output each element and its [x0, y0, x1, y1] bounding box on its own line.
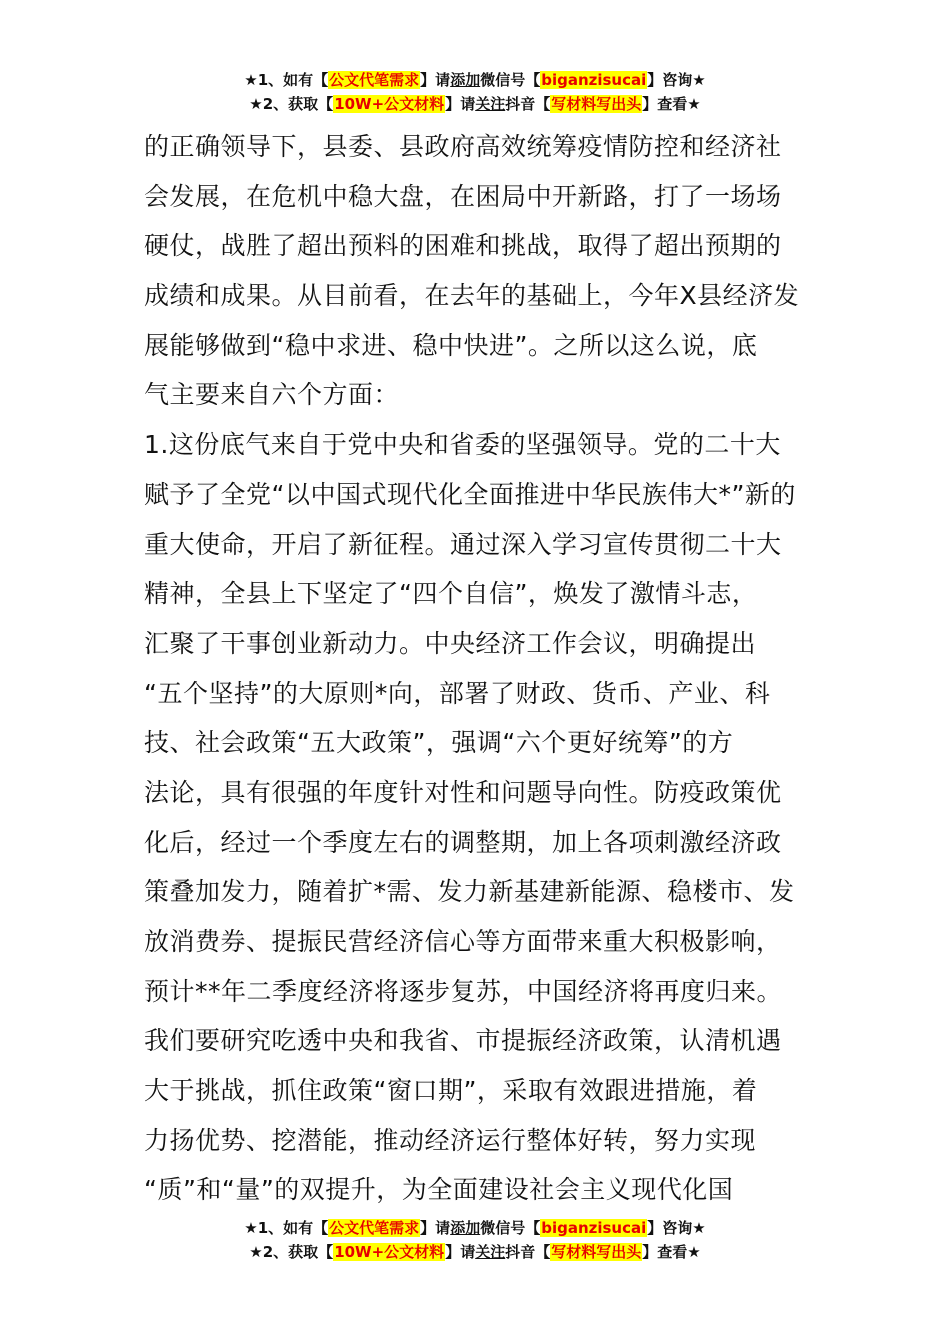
- document-body: [144, 122, 808, 1215]
- body-line: 预计**年二季度经济将逐步复苏，中国经济将再度归来。: [144, 976, 783, 1006]
- body-line: 会发展，在危机中稳大盘，在困局中开新路，打了一场场: [144, 181, 782, 211]
- body-line: 1.这份底气来自于党中央和省委的坚强领导。党的二十大: [144, 430, 781, 460]
- body-line: 气主要来自六个方面：: [144, 380, 400, 410]
- promo-suffix: 】查看★: [642, 95, 701, 113]
- promo-highlight: 公文代笔需求: [329, 71, 420, 89]
- body-line: 成绩和成果。从目前看，在去年的基础上，今年X县经济发: [144, 281, 800, 311]
- body-line: 法论，具有很强的年度针对性和问题导向性。防疫政策优: [144, 777, 782, 807]
- promo-prefix: ★2、获取【: [249, 1243, 334, 1261]
- body-line: 放消费券、提振民营经济信心等方面带来重大积极影响，: [144, 927, 782, 956]
- promo-prefix: ★1、如有【: [244, 71, 329, 89]
- promo-highlight: 写材料写出头: [551, 1243, 642, 1261]
- body-line: “五个坚持”的大原则*向，部署了财政、货币、产业、科: [144, 678, 771, 708]
- footer-promo-line-2: [0, 1240, 950, 1264]
- promo-text: 】请: [445, 1243, 476, 1261]
- promo-suffix: 】查看★: [642, 1243, 701, 1261]
- footer-promo-line-1: [0, 1216, 950, 1240]
- body-line: 技、社会政策“五大政策”，强调“六个更好统筹”的方: [144, 728, 734, 758]
- promo-prefix: ★2、获取【: [249, 95, 334, 113]
- body-line: 我们要研究吃透中央和我省、市提振经济政策，认清机遇: [144, 1026, 782, 1056]
- header-promo-line-2: [0, 92, 950, 116]
- promo-highlight: biganzisucai: [541, 1219, 647, 1237]
- promo-prefix: ★1、如有【: [244, 1219, 329, 1237]
- body-line: 精神，全县上下坚定了“四个自信”，焕发了激情斗志，: [144, 579, 758, 609]
- promo-text: 】请: [445, 95, 476, 113]
- promo-underline: 关注: [475, 1243, 506, 1261]
- promo-text: 】请: [420, 71, 451, 89]
- body-line: 重大使命，开启了新征程。通过深入学习宣传贯彻二十大: [144, 529, 782, 559]
- body-line: 展能够做到“稳中求进、稳中快进”。之所以这么说，底: [144, 330, 758, 360]
- promo-text: 抖音【: [505, 1243, 551, 1261]
- promo-text: 抖音【: [505, 95, 551, 113]
- promo-text: 】请: [420, 1219, 451, 1237]
- body-line: 大于挑战，抓住政策“窗口期”，采取有效跟进措施，着: [144, 1076, 758, 1106]
- promo-text: 微信号【: [480, 71, 541, 89]
- header-promo-line-1: [0, 68, 950, 92]
- promo-highlight: 10W+公文材料: [334, 1243, 445, 1261]
- body-line: 硬仗，战胜了超出预料的困难和挑战，取得了超出预期的: [144, 231, 782, 261]
- body-line: 化后，经过一个季度左右的调整期，加上各项刺激经济政: [144, 827, 782, 857]
- promo-highlight: 10W+公文材料: [334, 95, 445, 113]
- promo-highlight: 写材料写出头: [551, 95, 642, 113]
- promo-highlight: biganzisucai: [541, 71, 647, 89]
- body-line: 汇聚了干事创业新动力。中央经济工作会议，明确提出: [144, 628, 757, 658]
- promo-suffix: 】咨询★: [647, 1219, 706, 1237]
- promo-underline: 关注: [475, 95, 506, 113]
- body-line: 力扬优势、挖潜能，推动经济运行整体好转，努力实现: [144, 1125, 757, 1155]
- promo-text: 微信号【: [480, 1219, 541, 1237]
- promo-underline: 添加: [450, 1219, 481, 1237]
- body-line: 的正确领导下，县委、县政府高效统筹疫情防控和经济社: [144, 132, 782, 161]
- promo-suffix: 】咨询★: [647, 71, 706, 89]
- body-line: 策叠加发力，随着扩*需、发力新基建新能源、稳楼市、发: [144, 877, 795, 907]
- promo-highlight: 公文代笔需求: [329, 1219, 420, 1237]
- body-line: “质”和“量”的双提升，为全面建设社会主义现代化国: [144, 1175, 734, 1205]
- promo-underline: 添加: [450, 71, 481, 89]
- body-line: 赋予了全党“以中国式现代化全面推进中华民族伟大*”新的: [144, 479, 796, 509]
